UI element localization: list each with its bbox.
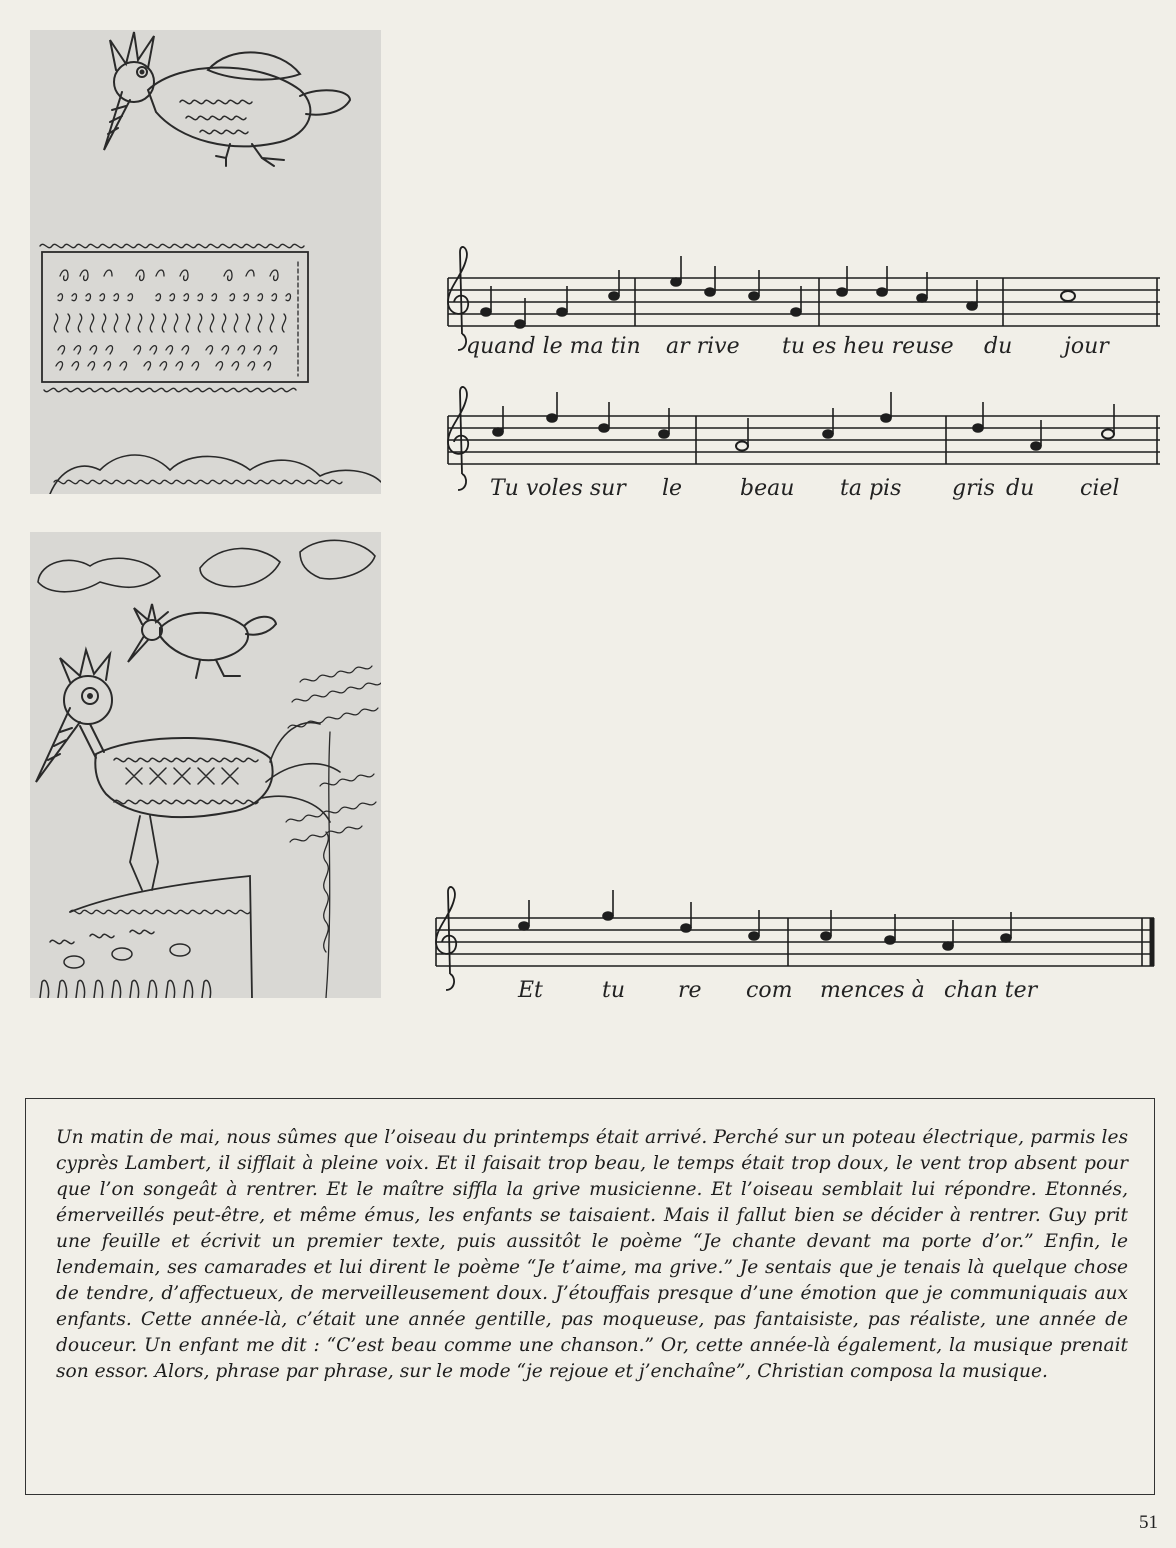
note <box>749 292 759 300</box>
lyric-syllable: mences à <box>820 978 925 1003</box>
note <box>609 292 619 300</box>
note <box>481 308 491 316</box>
staff-lines <box>436 918 1154 966</box>
page-number: 51 <box>1139 1512 1158 1533</box>
note <box>821 932 831 940</box>
story-text-box <box>25 1098 1155 1495</box>
lyric-syllable: tu <box>602 978 626 1003</box>
treble-clef-icon <box>448 387 468 490</box>
note <box>599 424 609 432</box>
drawing-birds-on-post <box>30 532 381 998</box>
lyric-syllable: gris <box>952 476 995 501</box>
note <box>603 912 613 920</box>
lyric-syllable: chan ter <box>944 978 1038 1003</box>
drawing-bird-and-panel <box>30 30 381 494</box>
half-note <box>1102 430 1114 439</box>
note <box>791 308 801 316</box>
note <box>547 414 557 422</box>
lyric-syllable: quand le ma tin <box>466 334 641 359</box>
note <box>493 428 503 436</box>
note <box>877 288 887 296</box>
note <box>917 294 927 302</box>
treble-clef-icon <box>436 887 456 990</box>
staff-lines <box>448 278 1160 326</box>
lyrics-line-3 <box>518 978 1058 1006</box>
lyric-syllable: re <box>678 978 702 1003</box>
lyric-syllable: ta pis <box>840 476 902 501</box>
lyric-syllable: tu es heu reuse <box>782 334 954 359</box>
note <box>515 320 525 328</box>
note <box>943 942 953 950</box>
note <box>1031 442 1041 450</box>
note <box>885 936 895 944</box>
lyric-syllable: beau <box>740 476 795 501</box>
note <box>705 288 715 296</box>
lyric-syllable: com <box>746 978 793 1003</box>
whole-note <box>1061 291 1075 301</box>
note <box>671 278 681 286</box>
note <box>881 414 891 422</box>
note <box>749 932 759 940</box>
story-paragraph: Un matin de mai, nous sûmes que l’oiseau du printemps était arrivé. Perché sur un poteau électrique, parmis les cyprès Lambert, il sifflait à pleine voix. Et il faisait trop beau, le temps était trop doux, le vent trop absent pour que l’on songeât à rentrer. Et le maître siffla la grive musicienne. Et l’oiseau semblait lui répondre. Etonnés, émerveillés peut-être, et même émus, les enfants se taisaient. Mais il fallut bien se décider à rentrer. Guy prit une feuille et écrivit un premier texte, puis aussitôt le poème “Je chante devant ma porte d’or.” Enfin, le lendemain, ses camarades et lui dirent le poème “Je t’aime, ma grive.” Je sentais que je tenais là quelque chose de tendre, d’affectueux, de merveilleusement doux. J’étouffais presque d’une émotion que je communiquais aux enfants. Cette année-là, c’était une année gentille, pas moqueuse, pas fantaisiste, pas réaliste, une année de douceur. Un enfant me dit : “C’est beau comme une chanson.” Or, cette année-là également, la musique prenait son essor. Alors, phrase par phrase, sur le mode “je rejoue et j’enchaîne”, Christian composa la musique. <box>56 1127 1128 1382</box>
lyric-syllable: jour <box>1064 334 1109 359</box>
note <box>519 922 529 930</box>
lyric-syllable: ciel <box>1080 476 1120 501</box>
lyric-syllable: ar rive <box>666 334 740 359</box>
lyric-syllable: Et <box>518 978 543 1003</box>
lyric-syllable: le <box>662 476 683 501</box>
lyrics-line-2 <box>490 476 1130 504</box>
lyric-syllable: Tu voles sur <box>490 476 626 501</box>
lyric-syllable: du <box>984 334 1013 359</box>
note <box>557 308 567 316</box>
note <box>973 424 983 432</box>
lyrics-line-1 <box>466 334 1126 362</box>
staff-lines <box>448 416 1160 464</box>
lyric-syllable: du <box>1006 476 1035 501</box>
note <box>681 924 691 932</box>
half-note <box>736 442 748 451</box>
note <box>967 302 977 310</box>
note <box>823 430 833 438</box>
note <box>659 430 669 438</box>
note <box>1001 934 1011 942</box>
note <box>837 288 847 296</box>
